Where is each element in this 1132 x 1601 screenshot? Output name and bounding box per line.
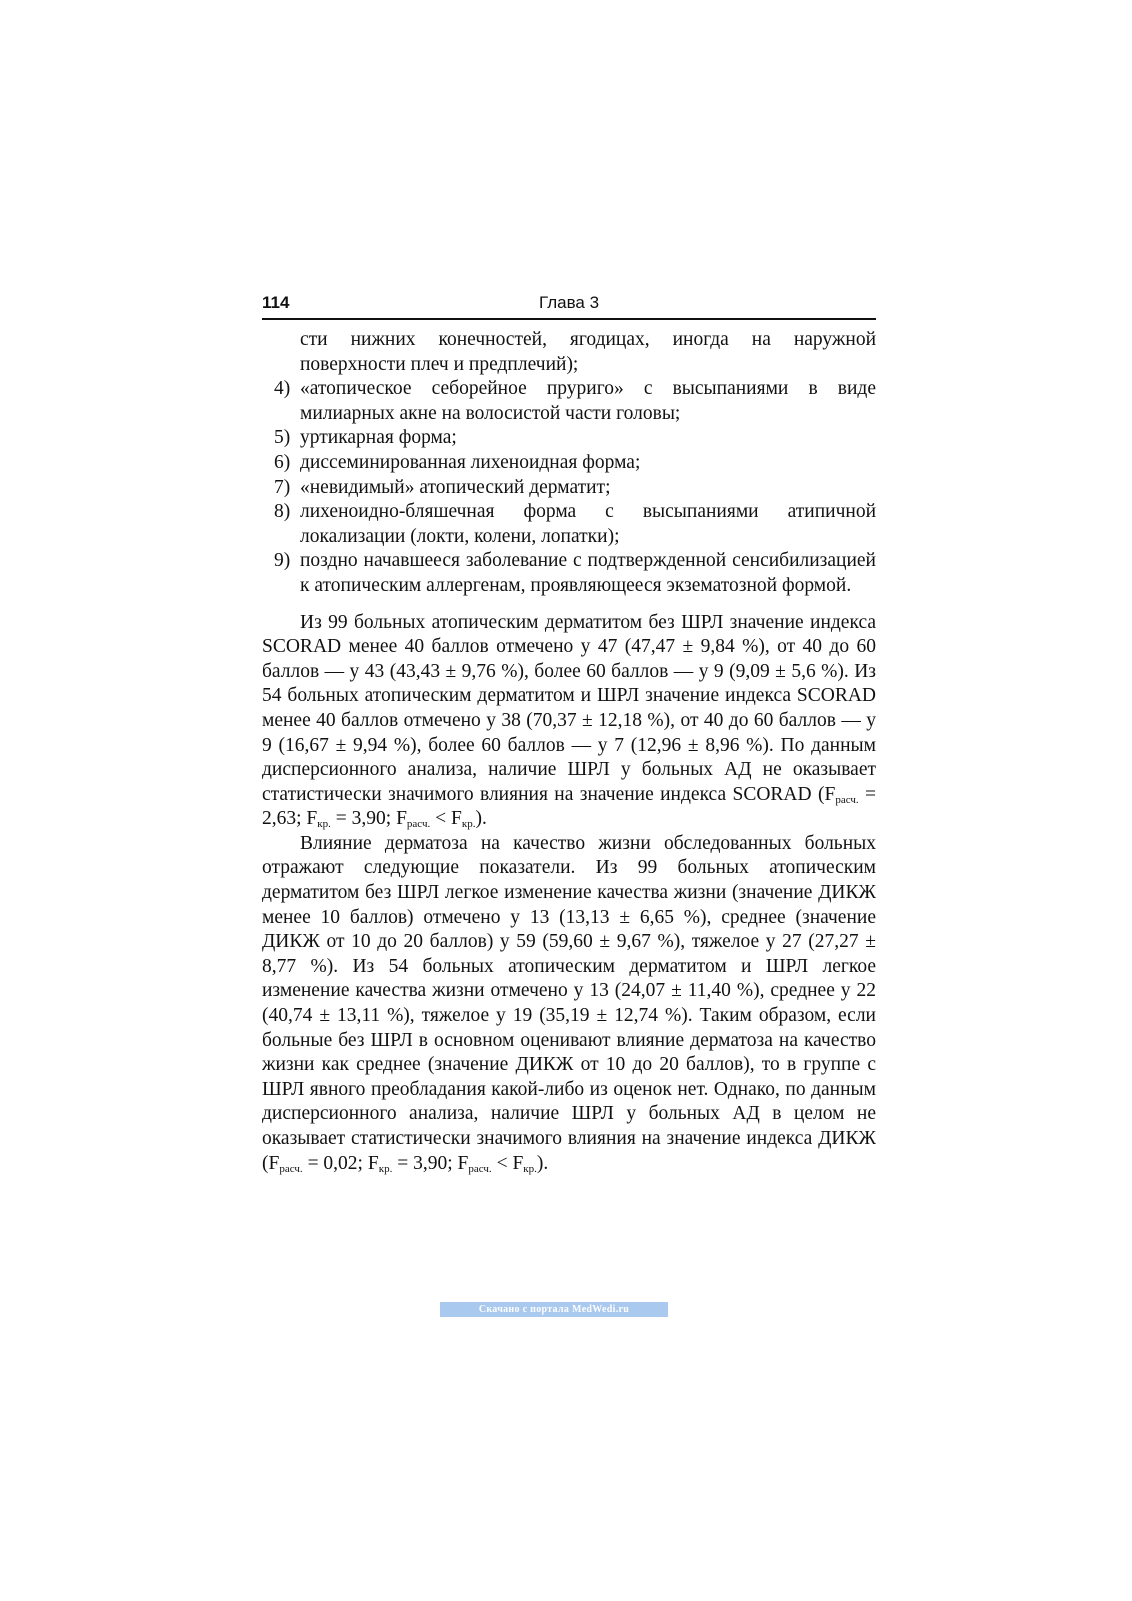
list-item-text: «невидимый» атопический дерматит; bbox=[300, 476, 611, 498]
watermark-banner: Скачано с портала MedWedi.ru bbox=[440, 1302, 668, 1317]
list-item-number: 9) bbox=[274, 550, 291, 572]
chapter-title: Глава 3 bbox=[538, 293, 600, 312]
list-item bbox=[262, 328, 876, 377]
list-item-number: 8) bbox=[274, 501, 291, 523]
running-head bbox=[262, 292, 876, 320]
list-item bbox=[262, 549, 876, 598]
list-item-text: лихеноидно-бляшечная форма с высыпаниями атипичной локализации (локти, колени, лопатки); bbox=[300, 501, 876, 547]
list-item bbox=[262, 500, 876, 549]
list-item-text: диссеминированная лихеноидная форма; bbox=[300, 451, 641, 473]
list-item bbox=[262, 451, 876, 476]
page-number: 114 bbox=[262, 293, 290, 312]
paragraph-scorad: Из 99 больных атопическим дерматитом без ШРЛ значение индекса SCORAD менее 40 баллов отмечено у 47 (47,47 ± 9,84 %), от 40 до 60 баллов — у 43 (43,43 ± 9,76 %), более 60 баллов — у 9 (9,09 ± 5,6 %). Из 54 больных атопическим дерматитом и ШРЛ значение индекса SCORAD менее 40 баллов отмечено у 38 (70,37 ± 12,18 %), от 40 до 60 баллов — у 9 (16,67 ± 9,94 %), более 60 баллов — у 7 (12,96 ± 8,96 %). По данным дисперсионного анализа, наличие ШРЛ у больных АД не оказывает статистически значимого влияния на значение индекса SCORAD ($F_{расч.} = 2,63$; $F_{кр.} = 3,90$; $F_{расч.} < F_{кр.}$). bbox=[262, 611, 877, 831]
list-item-number: 5) bbox=[274, 427, 291, 449]
list-item-number: 7) bbox=[274, 476, 291, 498]
list-item-text: сти нижних конечностей, ягодицах, иногда на наружной поверхности плеч и предплечий); bbox=[300, 329, 876, 375]
book-page bbox=[262, 292, 876, 1176]
list-item bbox=[262, 426, 876, 451]
list-item-text: «атопическое себорейное пруриго» с высыпаниями в виде милиарных акне на волосистой части головы; bbox=[300, 378, 876, 424]
list-item-number: 4) bbox=[274, 378, 291, 400]
list-item-text: уртикарная форма; bbox=[300, 427, 457, 449]
list-item bbox=[262, 377, 876, 426]
paragraph-quality-of-life: Влияние дерматоза на качество жизни обследованных больных отражают следующие показатели. Из 99 больных атопическим дерматитом без ШРЛ легкое изменение качества жизни (значение ДИКЖ менее 10 баллов) отмечено у 13 (13,13 ± 6,65 %), среднее (значение ДИКЖ от 10 до 20 баллов) у 59 (59,60 ± 9,67 %), тяжелое у 27 (27,27 ± 8,77 %). Из 54 больных атопическим дерматитом и ШРЛ легкое изменение качества жизни отмечено у 13 (24,07 ± 11,40 %), среднее у 22 (40,74 ± 13,11 %), тяжелое у 19 (35,19 ± 12,74 %). Таким образом, если больные без ШРЛ в основном оценивают влияние дерматоза на качество жизни как среднее (значение ДИКЖ от 10 до 20 баллов), то в группе с ШРЛ явного преобладания какой-либо из оценок нет. Однако, по данным дисперсионного анализа, наличие ШРЛ у больных АД в целом не оказывает статистически значимого влияния на значение индекса ДИКЖ ($F_{расч.} = 0,02$; $F_{кр.} = 3,90$; $F_{расч.} < F_{кр.}$). bbox=[262, 832, 876, 1175]
list-item bbox=[262, 476, 876, 501]
list-item-text: поздно начавшееся заболевание с подтвержденной сенсибилизацией к атопическим аллергенам, проявляющееся экзематозной формой. bbox=[300, 550, 876, 596]
forms-list bbox=[262, 328, 876, 599]
list-item-number: 6) bbox=[274, 451, 291, 473]
